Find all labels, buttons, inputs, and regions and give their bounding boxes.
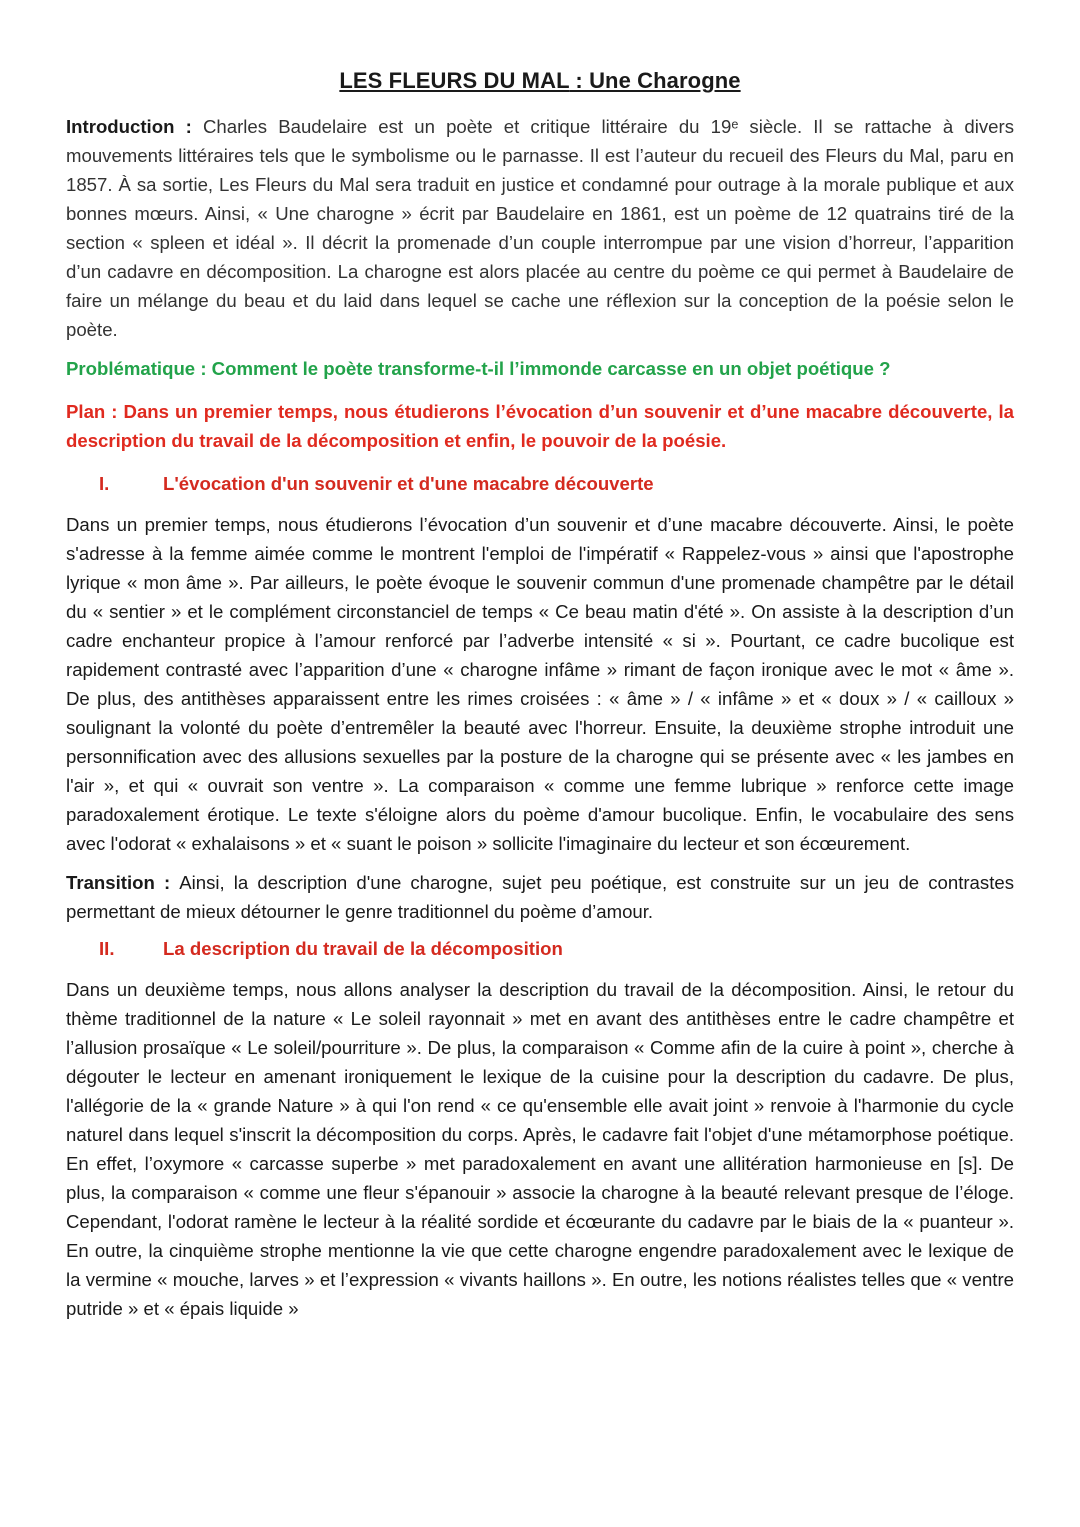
page-title bbox=[66, 68, 1014, 94]
plan: Plan : Dans un premier temps, nous étudierons l’évocation d’un souvenir et d’une macabre découverte, la description du travail de la décomposition et enfin, le pouvoir de la poésie. bbox=[66, 401, 1014, 451]
section-1-number: I. bbox=[99, 473, 110, 494]
section-2-heading bbox=[66, 934, 1014, 963]
section-1-body: Dans un premier temps, nous étudierons l’évocation d’un souvenir et d’une macabre découverte. Ainsi, le poète s'adresse à la femme aimée comme le montrent l'emploi de l'impératif « Rappelez-vous » ainsi que l'apostrophe lyrique « mon âme ». Par ailleurs, le poète évoque le souvenir commun d'une promenade champêtre par le détail du « sentier » et le complément circonstanciel de temps « Ce beau matin d'été ». On assiste à la description d’un cadre enchanteur propice à l’amour renforcé par l’adverbe intensité « si ». Pourtant, ce cadre bucolique est rapidement contrasté avec l’apparition d’une « charogne infâme » rimant de façon ironique avec le mot « âme ». De plus, des antithèses apparaissent entre les rimes croisées : « âme » / « infâme » et « doux » / « cailloux » soulignant la volonté du poète d’entremêler la beauté avec l'horreur. Ensuite, la deuxième strophe introduit une personnification avec des allusions sexuelles par la posture de la charogne qui se présente avec « les jambes en l'air », et qui « ouvrait son ventre ». La comparaison « comme une femme lubrique » renforce cette image paradoxalement érotique. Le texte s'éloigne alors du poème d'amour bucolique. Enfin, le vocabulaire des sens avec l'odorat « exhalaisons » et « suant le poison » sollicite l'imaginaire du lecteur et son écœurement. bbox=[66, 514, 1014, 854]
introduction-text: Charles Baudelaire est un poète et critique littéraire du 19ᵉ siècle. Il se rattache à divers mouvements littéraires tels que le symbolisme ou le parnasse. Il est l’auteur du recueil des Fleurs du Mal, paru en 1857. À sa sortie, Les Fleurs du Mal sera traduit en justice et condamné pour outrage à la morale publique et aux bonnes mœurs. Ainsi, « Une charogne » écrit par Baudelaire en 1861, est un poème de 12 quatrains tiré de la section « spleen et idéal ». Il décrit la promenade d’un couple interrompue par une vision d’horreur, l’apparition d’un cadavre en décomposition. La charogne est alors placée au centre du poème ce qui permet à Baudelaire de faire un mélange du beau et du laid dans lequel se cache une réflexion sur la conception de la poésie selon le poète. bbox=[66, 116, 1015, 340]
introduction-label: Introduction : bbox=[66, 116, 203, 137]
transition-label: Transition : bbox=[66, 872, 180, 893]
section-2-title: La description du travail de la décomposition bbox=[163, 938, 563, 959]
title-sub: : Une Charogne bbox=[569, 68, 741, 93]
section-1-title: L'évocation d'un souvenir et d'une macabre découverte bbox=[163, 473, 654, 494]
section-2-body: Dans un deuxième temps, nous allons analyser la description du travail de la décomposition. Ainsi, le retour du thème traditionnel de la nature « Le soleil rayonnait » met en avant des antithèses entre le cadre champêtre et l’allusion prosaïque « Le soleil/pourriture ». De plus, la comparaison « Comme afin de la cuire à point », cherche à dégouter le lecteur en amenant ironiquement le lexique de la cuisine pour la description du cadavre. De plus, l'allégorie de la « grande Nature » à qui l'on rend « ce qu'ensemble elle avait joint » renvoie à l'harmonie du cycle naturel dans lequel s'inscrit la décomposition du corps. Après, le cadavre fait l'objet d'une métamorphose poétique. En effet, l’oxymore « carcasse superbe » met paradoxalement en avant une allitération harmonieuse en [s]. De plus, la comparaison « comme une fleur s'épanouir » associe la charogne à la beauté relevant presque de l’éloge. Cependant, l'odorat ramène le lecteur à la réalité sordide et écœurante du cadavre par le biais de la « puanteur ». En outre, la cinquième strophe mentionne la vie que cette charogne engendre paradoxalement avec le lexique de la vermine « mouche, larves » et l’expression « vivants haillons ». En outre, les notions réalistes telles que « ventre putride » et « épais liquide » bbox=[66, 979, 1014, 1319]
transition-text: Ainsi, la description d'une charogne, sujet peu poétique, est construite sur un jeu de contrastes permettant de mieux détourner le genre traditionnel du poème d’amour. bbox=[66, 872, 1014, 922]
transition-paragraph bbox=[66, 868, 1014, 926]
section-2-number: II. bbox=[99, 938, 115, 959]
problematique: Problématique : Comment le poète transforme-t-il l’immonde carcasse en un objet poétique ? bbox=[66, 358, 891, 379]
section-1-heading bbox=[66, 469, 1014, 498]
introduction-paragraph bbox=[66, 112, 1014, 344]
title-main: LES FLEURS DU MAL bbox=[339, 68, 570, 93]
